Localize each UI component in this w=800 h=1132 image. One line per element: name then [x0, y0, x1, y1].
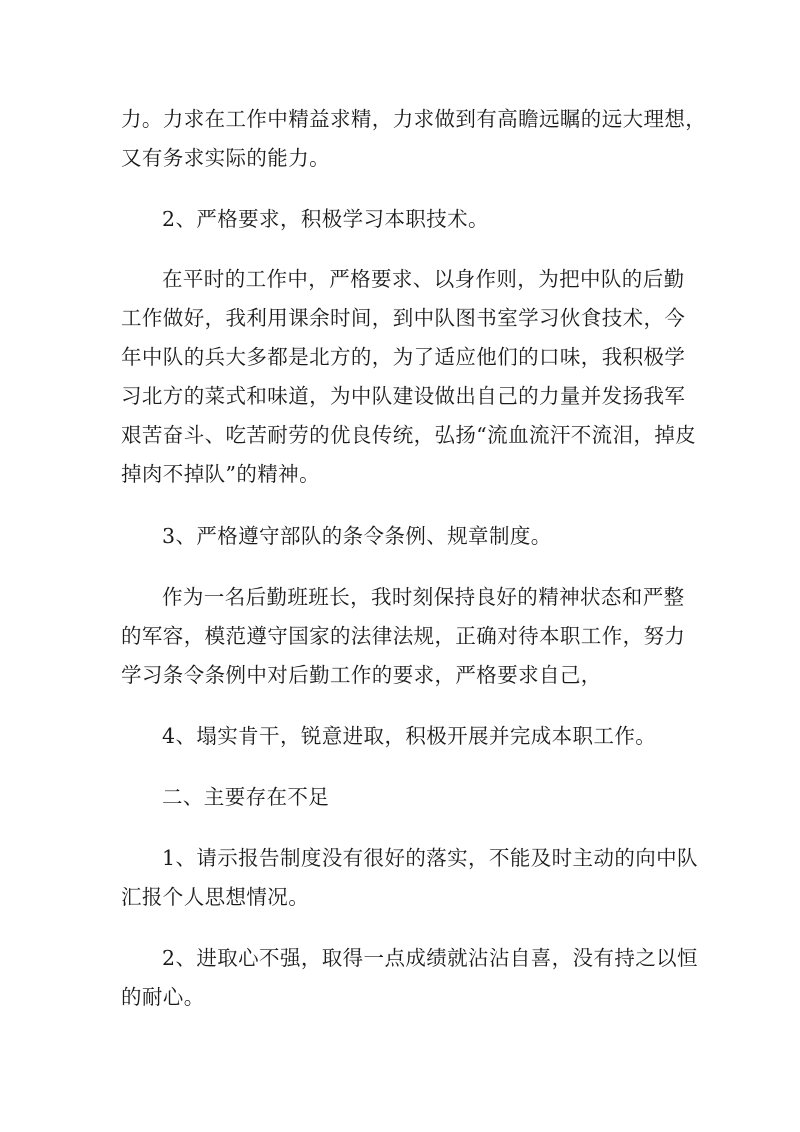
section-heading: 3、严格遵守部队的条令条例、规章制度。: [162, 524, 552, 548]
text-line: 力。力求在工作中精益求精，力求做到有高瞻远瞩的远大理想，: [121, 107, 707, 131]
text-line: 作为一名后勤班班长，我时刻保持良好的精神状态和严整: [162, 585, 685, 609]
section-heading: 2、严格要求，积极学习本职技术。: [162, 207, 489, 231]
text-line: 汇报个人思想情况。: [121, 885, 310, 909]
text-line: 工作做好，我利用课余时间，到中队图书室学习伙食技术，今: [121, 306, 686, 330]
text-line: 1、请示报告制度没有很好的落实，不能及时主动的向中队: [162, 846, 698, 870]
text-line: 掉肉不掉队”的精神。: [121, 462, 320, 486]
text-line: 年中队的兵大多都是北方的，为了适应他们的口味，我积极学: [121, 345, 686, 369]
text-line: 学习条令条例中对后勤工作的要求，严格要求自己，: [121, 663, 602, 687]
section-heading: 4、塌实肯干，锐意进取，积极开展并完成本职工作。: [162, 724, 657, 748]
text-line: 在平时的工作中，严格要求、以身作则，为把中队的后勤: [162, 267, 685, 291]
text-line: 的军容，模范遵守国家的法律法规，正确对待本职工作，努力: [121, 624, 686, 648]
section-heading: 二、主要存在不足: [162, 785, 330, 809]
text-line: 艰苦奋斗、吃苦耐劳的优良传统，弘扬“流血流汗不流泪，掉皮: [121, 423, 697, 447]
text-line: 的耐心。: [121, 985, 205, 1009]
text-line: 又有务求实际的能力。: [121, 146, 330, 170]
text-line: 习北方的菜式和味道，为中队建设做出自己的力量并发扬我军: [121, 384, 686, 408]
text-line: 2、进取心不强，取得一点成绩就沾沾自喜，没有持之以恒: [162, 946, 698, 970]
